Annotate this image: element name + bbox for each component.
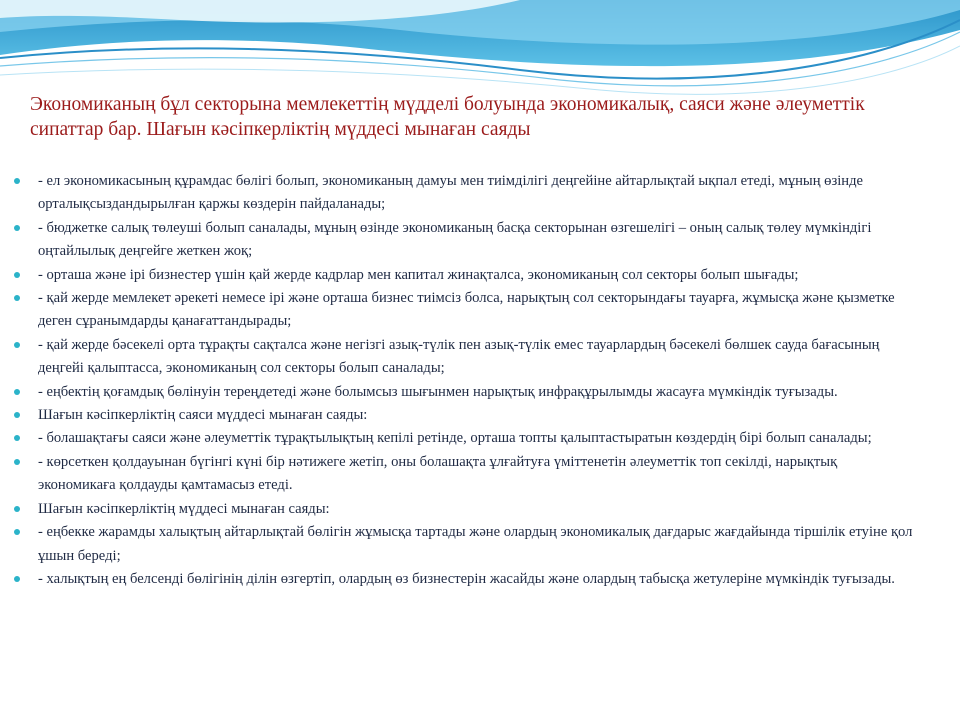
bullet-item [14, 521, 914, 568]
bullet-item [14, 427, 914, 450]
bullet-text: - қай жерде мемлекет әрекеті немесе ірі және орташа бизнес тиімсіз болса, нарықтың сол секторындағы тауарға, жұмысқа және қызметке деген сұранымдарды қанағаттандырады; [38, 290, 895, 330]
bullet-item [14, 170, 914, 217]
bullet-dot-icon [14, 178, 20, 184]
bullet-dot-icon [14, 225, 20, 231]
bullet-item [14, 451, 914, 498]
bullet-dot-icon [14, 342, 20, 348]
bullet-text: - еңбекке жарамды халықтың айтарлықтай бөлігін жұмысқа тартады және олардың экономикалық дағдарыс жағдайында тіршілік етуіне қол ұшын береді; [38, 524, 913, 564]
bullet-text: - болашақтағы саяси және әлеуметтік тұрақтылықтың кепілі ретінде, орташа топты қалыптастыратын көздердің бірі болып саналады; [38, 430, 872, 447]
bullet-dot-icon [14, 389, 20, 395]
bullet-text: - көрсеткен қолдауынан бүгінгі күні бір нәтижеге жетіп, оны болашақта ұлғайтуға үміттенетін әлеуметтік топ секілді, нарықтық экономикаға қолдауды қамтамасыз етеді. [38, 453, 838, 494]
bullet-item [14, 264, 914, 287]
bullet-text: - халықтың ең белсенді бөлігінің ділін өзгертіп, олардың өз бизнестерін жасайды және олардың табысқа жетулеріне мүмкіндік туғызады. [38, 570, 895, 587]
bullet-item [14, 334, 914, 381]
bullet-item [14, 404, 914, 427]
bullet-dot-icon [14, 272, 20, 278]
bullet-dot-icon [14, 506, 20, 512]
bullet-item [14, 498, 914, 521]
bullet-text: - ел экономикасының құрамдас бөлігі болып, экономиканың дамуы мен тиімділігі деңгейіне айтарлықтай ықпал етеді, мұның өзінде орталықсыздандырылған қаржы көздерін пайдаланады; [38, 173, 864, 213]
bullet-dot-icon [14, 295, 20, 301]
bullet-item [14, 568, 914, 591]
bullet-text: Шағын кәсіпкерліктің мүддесі мынаған саяды: [38, 500, 330, 517]
bullet-dot-icon [14, 529, 20, 535]
slide-title: Экономиканың бұл секторына мемлекеттің мүдделі болуында экономикалық, саяси және әлеуметтік сипаттар бар. Шағын кәсіпкерліктің мүддесі мынаған саяды [30, 94, 865, 140]
bullet-item [14, 287, 914, 334]
bullet-text: - бюджетке салық төлеуші болып саналады, мұның өзінде экономиканың басқа секторынан өзгешелігі – оның салық төлеу мүмкіндігі оңтайлылық деңгейге жеткен жоқ; [38, 219, 872, 260]
bullet-text: - орташа және ірі бизнестер үшін қай жерде кадрлар мен капитал жинақталса, экономиканың сол секторы болып шығады; [38, 266, 799, 283]
bullet-dot-icon [14, 576, 20, 582]
bullet-text: - қай жерде бәсекелі орта тұрақты сақталса және негізгі азық-түлік пен азық-түлік емес тауарлардың бәсекелі бөлшек сауда бағасының деңгейі қалыптасса, экономиканың сол секторы болып саналады; [38, 336, 880, 377]
bullet-dot-icon [14, 459, 20, 465]
bullet-item [14, 217, 914, 264]
bullet-dot-icon [14, 412, 20, 418]
bullet-dot-icon [14, 435, 20, 441]
bullet-item [14, 381, 914, 404]
bullet-text: Шағын кәсіпкерліктің саяси мүддесі мынаған саяды: [38, 407, 368, 424]
bullet-text: - еңбектің қоғамдық бөлінуін тереңдетеді және болымсыз шығынмен нарықтық инфрақұрылымды жасауға мүмкіндік туғызады. [38, 383, 838, 400]
bullet-list [14, 170, 914, 591]
